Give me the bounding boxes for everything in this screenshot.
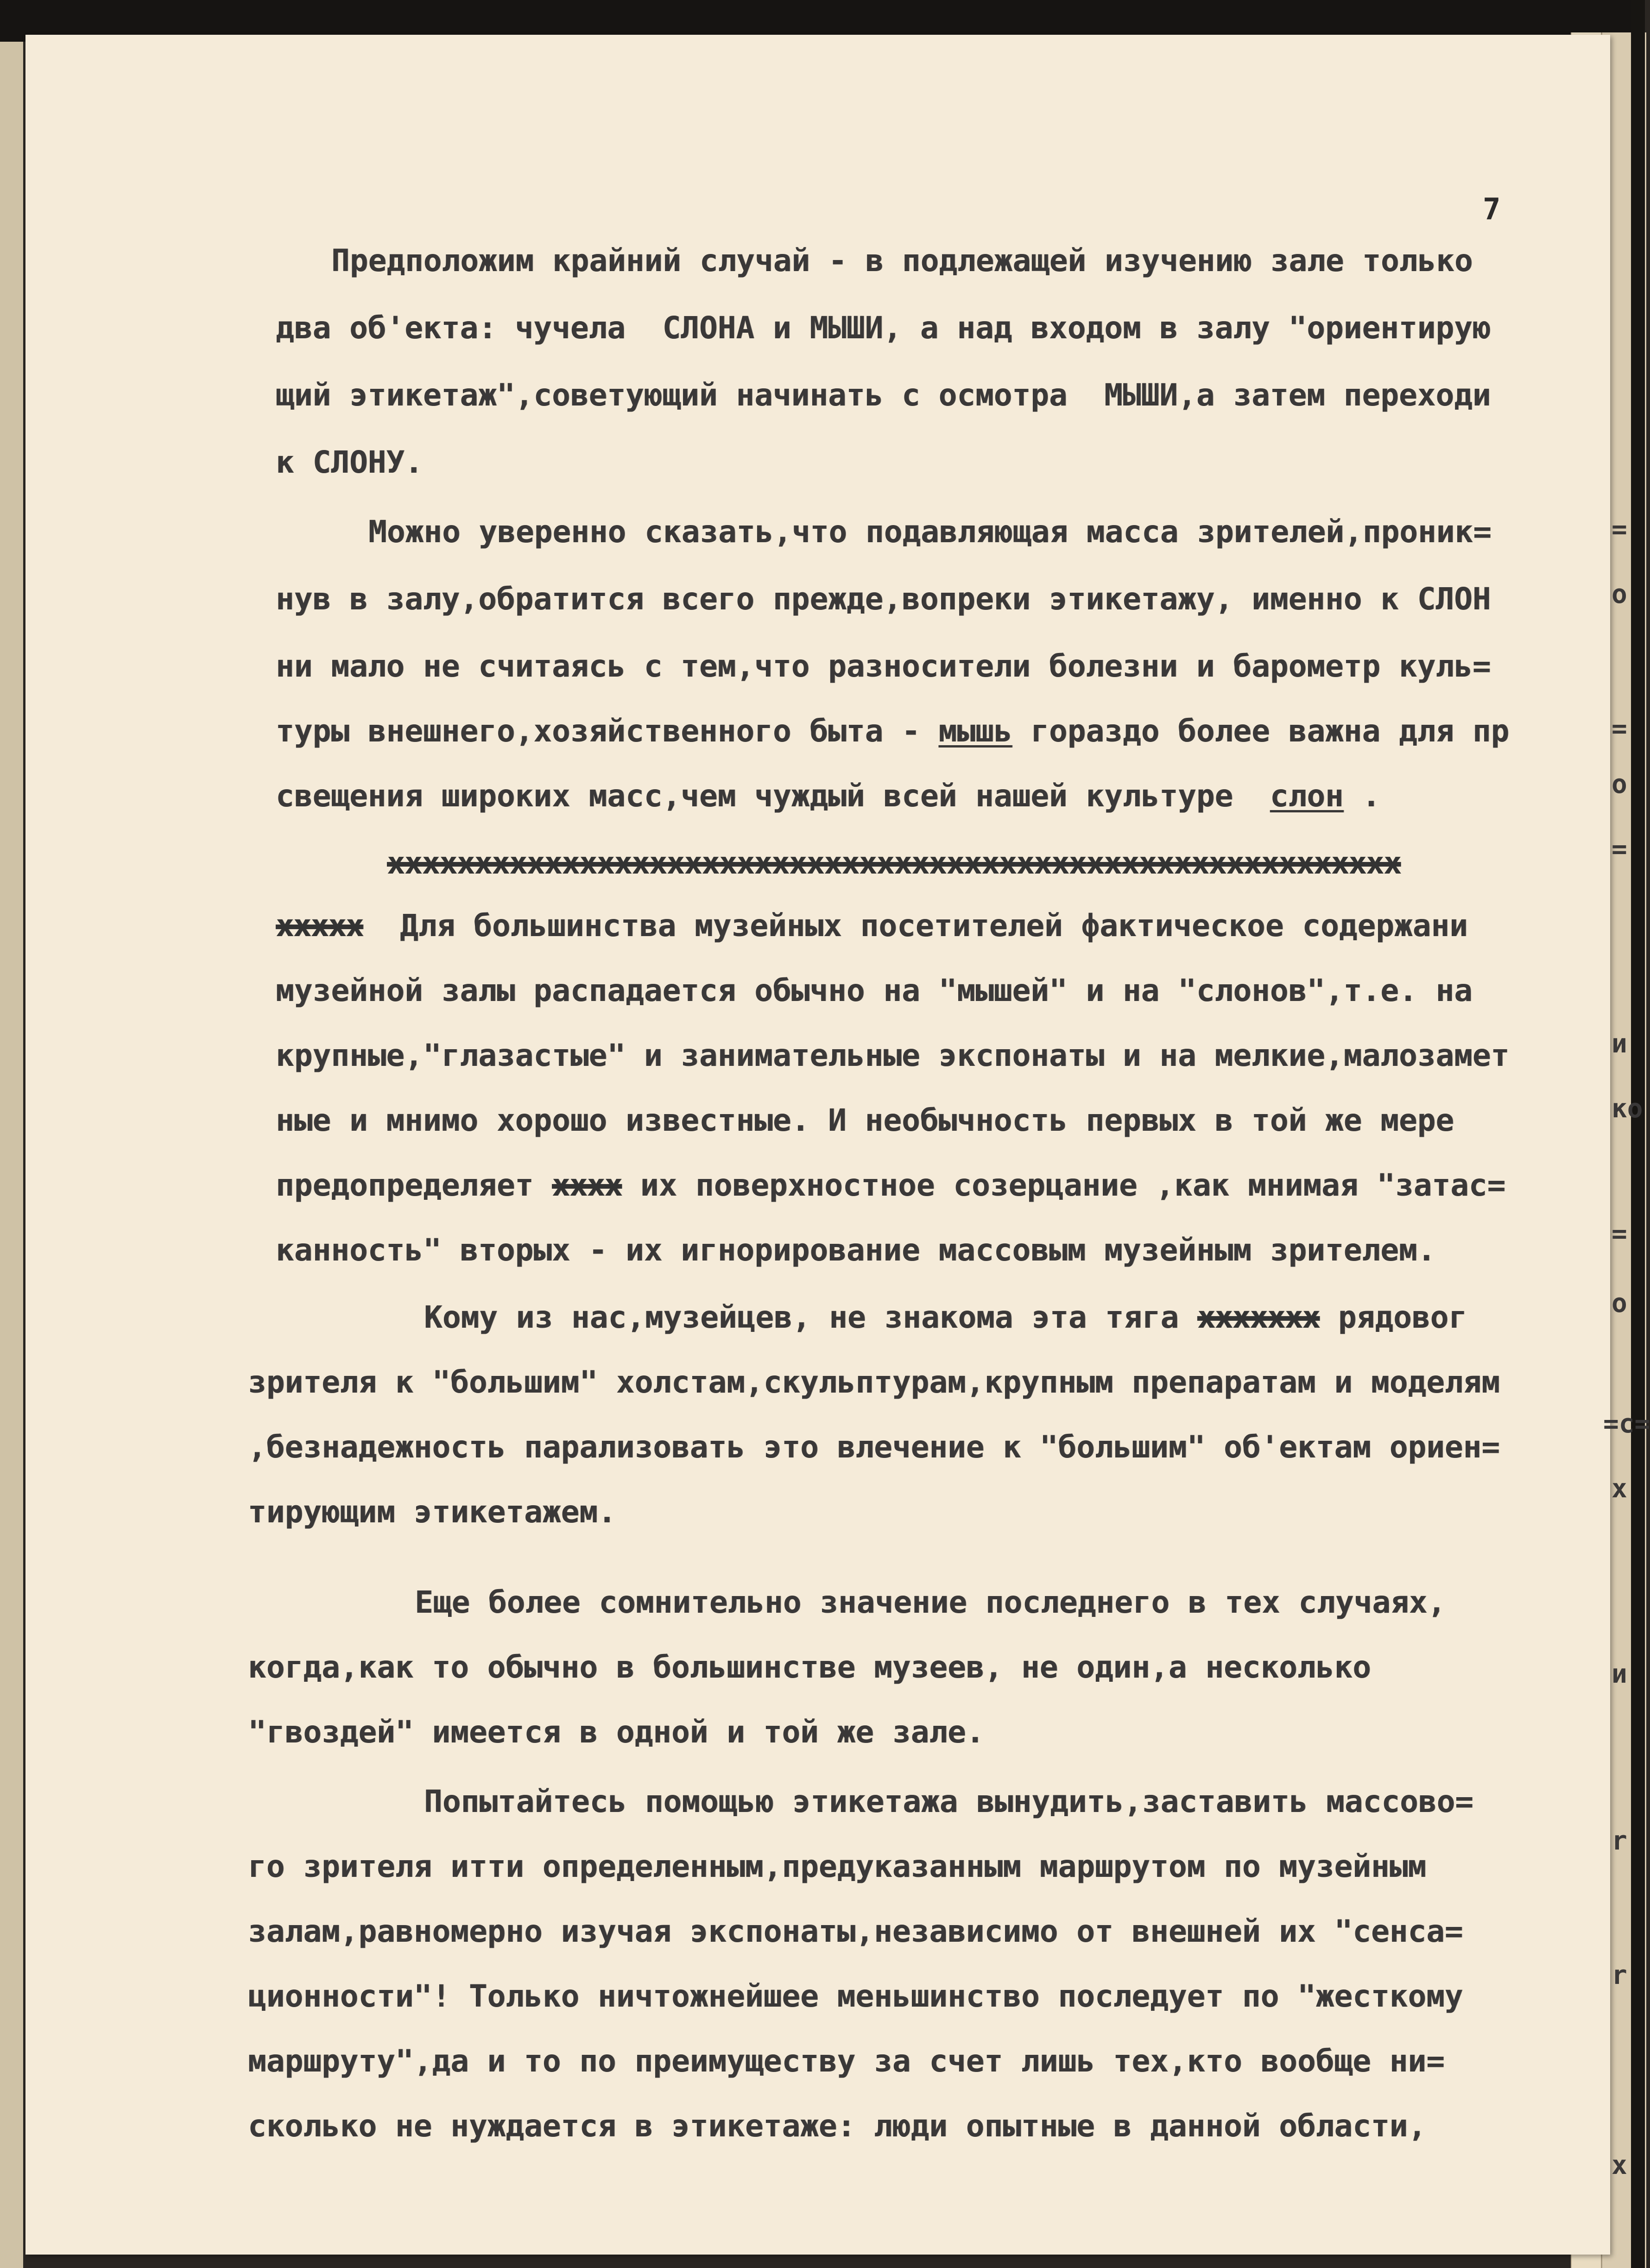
text-line: ,безнадежность парализовать это влечение к "большим" об'ектам ориен= — [248, 1429, 1500, 1465]
page-number: 7 — [1483, 192, 1501, 227]
text-line: к СЛОНУ. — [276, 444, 423, 480]
edge-mark: и — [1612, 1659, 1627, 1689]
text-line: ционности"! Только ничтожнейшее меньшинство последует по "жесткому — [248, 1978, 1463, 2014]
text-line: предопределяет xxxx их поверхностное созерцание ,как мнимая "затас= — [276, 1167, 1506, 1203]
page-text — [25, 35, 1610, 2255]
text-line: го зрителя итти определенным,предуказанным маршрутом по музейным — [248, 1849, 1427, 1884]
text-line: Можно уверенно сказать,что подавляющая масса зрителей,проник= — [368, 514, 1492, 550]
text-line: два об'екта: чучела СЛОНА и МЫШИ, а над входом в залу "ориентирую — [276, 310, 1491, 346]
struck-out-word: xxxxxxx — [1197, 1299, 1320, 1335]
struck-out-word: xxxx — [552, 1167, 622, 1203]
text-line: "гвоздей" имеется в одной и той же зале. — [248, 1714, 985, 1750]
edge-mark: r — [1612, 1826, 1627, 1856]
text-line: свещения широких масс,чем чуждый всей нашей культуре слон . — [276, 778, 1381, 814]
edge-mark: = — [1612, 834, 1627, 864]
text-line: зрителя к "большим" холстам,скульптурам,крупным препаратам и моделям — [248, 1364, 1500, 1400]
edge-mark: о — [1612, 769, 1627, 799]
text-line: маршруту",да и то по преимуществу за счет лишь тех,кто вообще ни= — [248, 2043, 1445, 2079]
text-line: сколько не нуждается в этикетаже: люди опытные в данной области, — [248, 2108, 1427, 2144]
edge-mark: = — [1612, 714, 1627, 744]
text-line: нув в залу,обратится всего прежде,вопреки этикетажу, именно к СЛОН — [276, 581, 1491, 617]
text-line: щий этикетаж",советующий начинать с осмотра МЫШИ,а затем переходи — [276, 377, 1491, 413]
edge-mark: ко — [1612, 1094, 1643, 1124]
edge-mark: и — [1612, 1029, 1627, 1059]
text-line: тирующим этикетажем. — [248, 1494, 616, 1530]
edge-mark: = — [1612, 514, 1627, 545]
edge-mark: r — [1612, 1960, 1627, 1990]
text-line: когда,как то обычно в большинстве музеев, не один,а несколько — [248, 1649, 1371, 1685]
scanner-right-frame — [1631, 0, 1645, 2268]
edge-mark: =с= — [1603, 1409, 1650, 1439]
left-scan-edge — [0, 42, 23, 2268]
edge-mark: х — [1612, 1474, 1627, 1504]
struck-out-line: xxxxxxxxxxxxxxxxxxxxxxxxxxxxxxxxxxxxxxxxxxxxxxxxxxxxxxxxxx — [387, 845, 1401, 881]
text-line: Кому из нас,музейцев, не знакома эта тяга xxxxxxx рядовог — [424, 1299, 1467, 1335]
text-line: ные и мнимо хорошо известные. И необычность первых в той же мере — [276, 1102, 1454, 1138]
typewritten-page — [25, 35, 1610, 2255]
text-line: залам,равномерно изучая экспонаты,независимо от внешней их "сенса= — [248, 1913, 1463, 1949]
text-line: ни мало не считаясь с тем,что разносители болезни и барометр куль= — [276, 648, 1491, 684]
text-line: xxxxx Для большинства музейных посетителей фактическое содержани — [276, 908, 1468, 944]
underlined-word-elephant: слон — [1270, 778, 1344, 814]
underlined-word-mouse: мышь — [938, 713, 1012, 749]
text-line: музейной залы распадается обычно на "мышей" и на "слонов",т.е. на — [276, 973, 1473, 1008]
text-line: Предположим крайний случай - в подлежащей изучению зале только — [331, 243, 1473, 279]
edge-mark: о — [1612, 1288, 1627, 1318]
text-line: туры внешнего,хозяйственного быта - мышь гораздо более важна для пр — [276, 713, 1510, 749]
edge-mark: x — [1612, 2150, 1627, 2180]
edge-mark: о — [1612, 579, 1627, 609]
text-line: крупные,"глазастые" и занимательные экспонаты и на мелкие,малозамет — [276, 1038, 1510, 1073]
text-line: Попытайтесь помощью этикетажа вынудить,заставить массово= — [424, 1784, 1473, 1819]
struck-out-word: xxxxx — [276, 908, 363, 944]
text-line: Еще более сомнительно значение последнего в тех случаях, — [415, 1584, 1446, 1620]
edge-mark: = — [1612, 1219, 1627, 1249]
text-line: канность" вторых - их игнорирование массовым музейным зрителем. — [276, 1232, 1436, 1268]
